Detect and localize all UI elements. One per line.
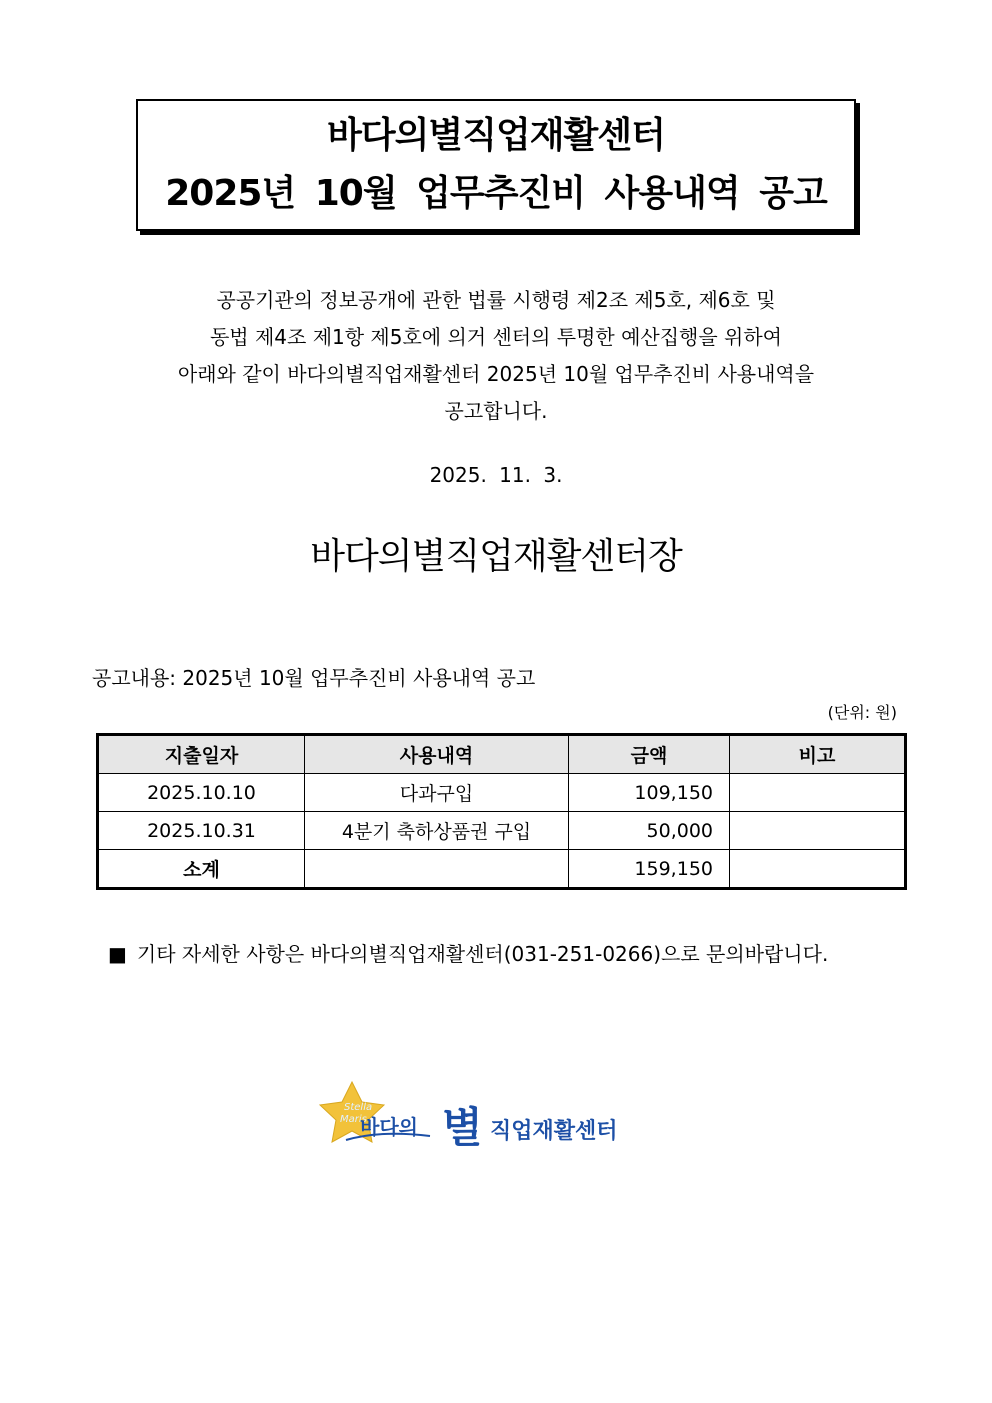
center-logo xyxy=(310,1078,690,1160)
header-amount: 금액 xyxy=(569,735,730,774)
table-row xyxy=(98,812,906,850)
intro-line: 공고합니다. xyxy=(444,399,548,423)
announcement-date: 2025. 11. 3. xyxy=(429,463,563,487)
logo-name-part2: 별 xyxy=(442,1103,483,1152)
square-bullet-icon: ■ xyxy=(108,942,127,966)
header-note: 비고 xyxy=(730,735,906,774)
signature: 바다의별직업재활센터장 xyxy=(310,536,682,577)
notice-content-label: 공고내용: 2025년 10월 업무추진비 사용내역 공고 xyxy=(92,666,536,690)
table-header-row xyxy=(98,735,906,774)
subtotal-description xyxy=(305,850,569,889)
cell-description: 4분기 축하상품권 구입 xyxy=(305,812,569,850)
intro-line: 동법 제4조 제1항 제5호에 의거 센터의 투명한 예산집행을 위하여 xyxy=(209,325,783,349)
cell-date: 2025.10.10 xyxy=(98,774,305,812)
cell-description: 다과구입 xyxy=(305,774,569,812)
title-announcement: 2025년 10월 업무추진비 사용내역 공고 xyxy=(165,173,827,214)
title-center-name: 바다의별직업재활센터 xyxy=(327,115,665,156)
cell-note xyxy=(730,812,906,850)
logo-star-text-bottom: Maris xyxy=(340,1114,367,1125)
cell-amount: 50,000 xyxy=(569,812,730,850)
intro-line: 아래와 같이 바다의별직업재활센터 2025년 10월 업무추진비 사용내역을 xyxy=(177,362,815,386)
cell-date: 2025.10.31 xyxy=(98,812,305,850)
intro-paragraph xyxy=(100,282,892,430)
cell-amount: 109,150 xyxy=(569,774,730,812)
title-box xyxy=(136,99,856,231)
subtotal-label: 소계 xyxy=(98,850,305,889)
cell-note xyxy=(730,774,906,812)
intro-line: 공공기관의 정보공개에 관한 법률 시행령 제2조 제5호, 제6호 및 xyxy=(216,288,776,312)
subtotal-row xyxy=(98,850,906,889)
header-date: 지출일자 xyxy=(98,735,305,774)
unit-label: (단위: 원) xyxy=(827,703,897,722)
header-description: 사용내역 xyxy=(305,735,569,774)
table-row xyxy=(98,774,906,812)
logo-name-part3: 직업재활센터 xyxy=(490,1119,618,1144)
footer-contact-text: 기타 자세한 사항은 바다의별직업재활센터(031-251-0266)으로 문의바랍니다. xyxy=(136,942,829,966)
logo-star-text-top: Stella xyxy=(344,1102,373,1113)
logo-name-part1: 바다의 xyxy=(360,1115,418,1139)
subtotal-note xyxy=(730,850,906,889)
subtotal-amount: 159,150 xyxy=(569,850,730,889)
usage-table xyxy=(96,733,907,890)
footer-note xyxy=(108,938,828,967)
